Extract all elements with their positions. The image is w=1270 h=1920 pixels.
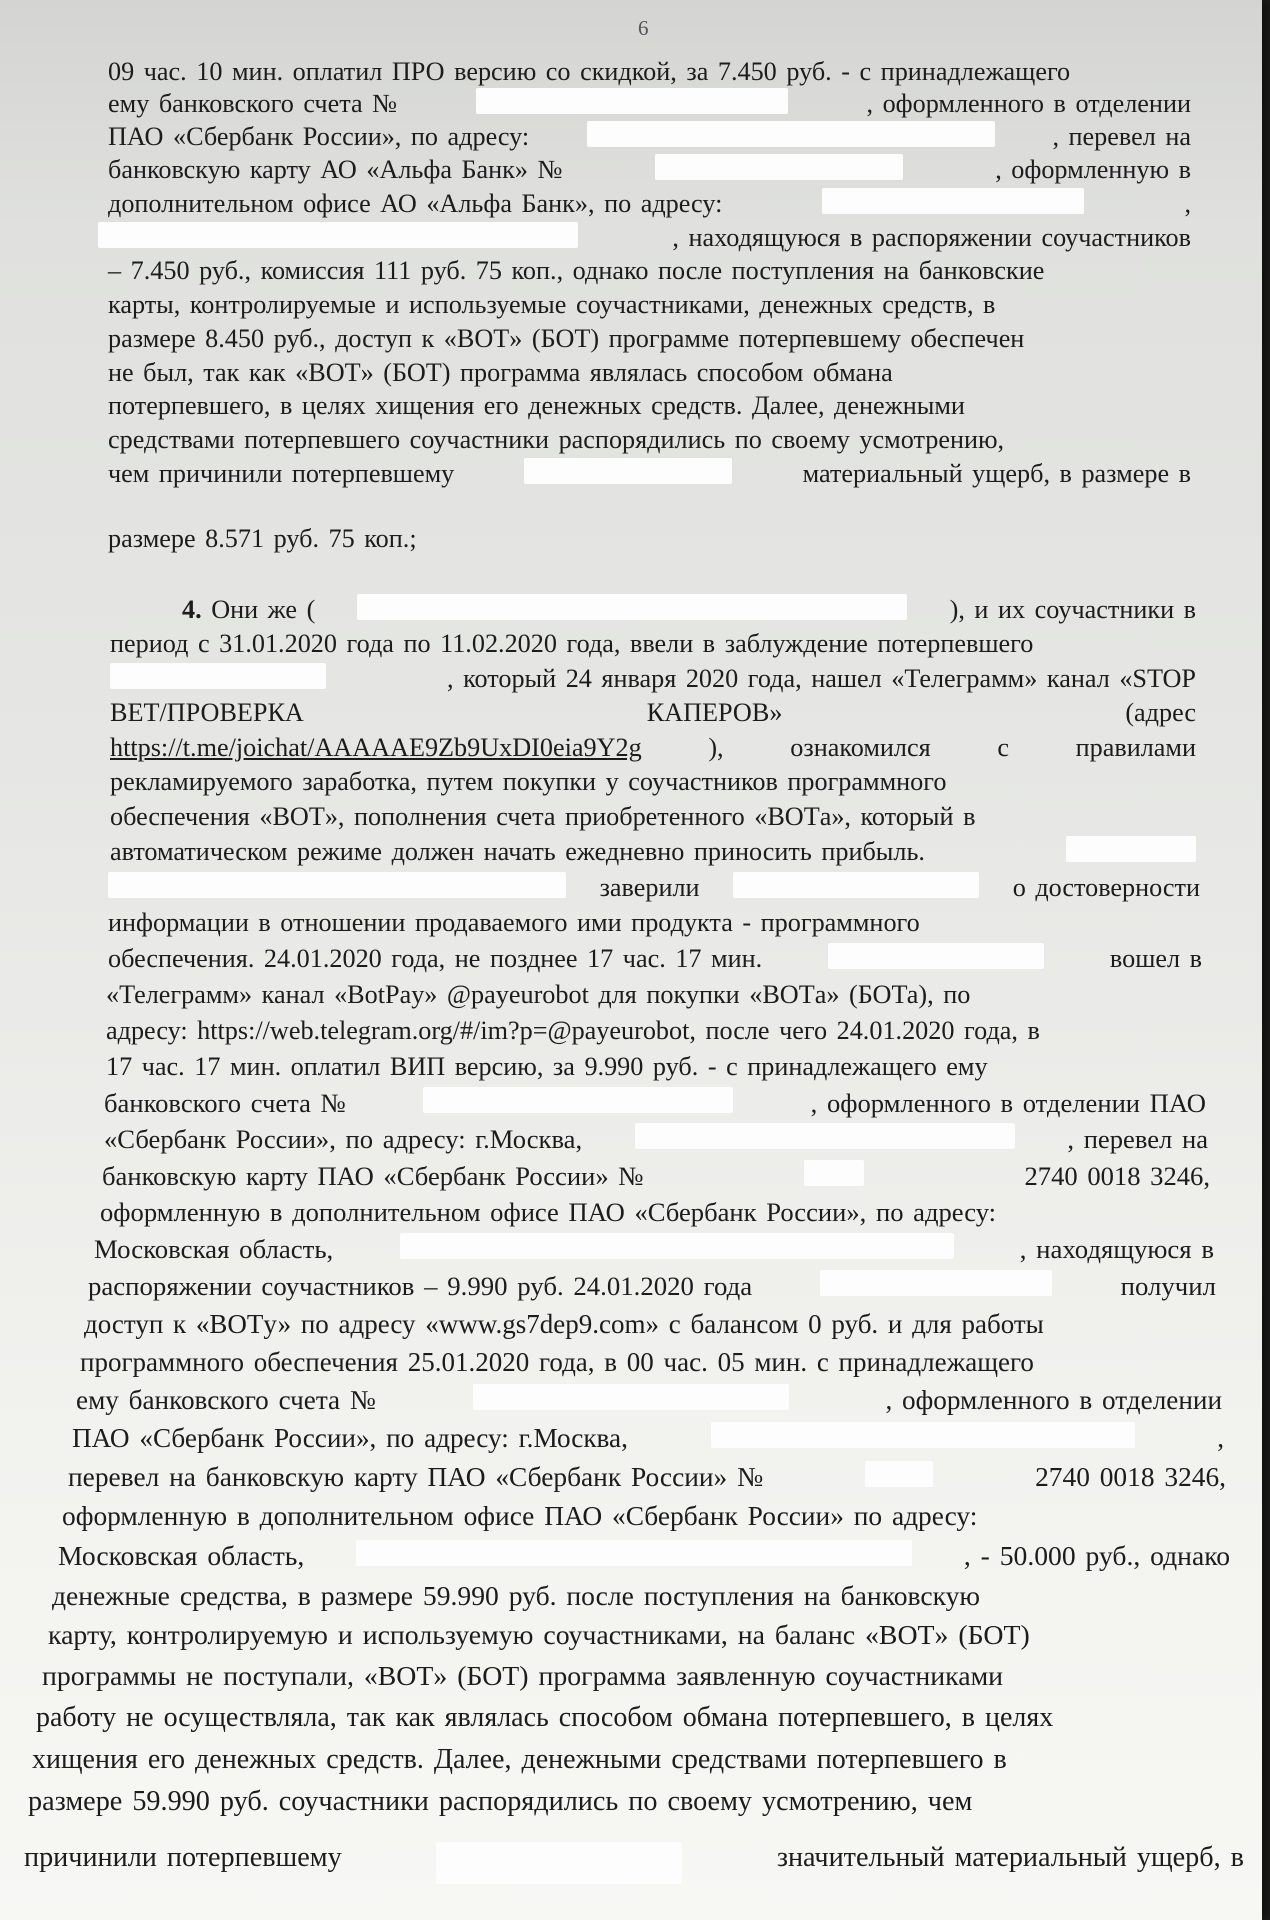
text-line: размере 8.571 руб. 75 коп.; <box>108 524 417 553</box>
redacted-field <box>110 663 326 689</box>
text-line: средствами потерпевшего соучастники распорядились по своему усмотрению, <box>108 425 1005 454</box>
text-line: Московская область, , находящуюся в <box>94 1234 1214 1264</box>
text-line: не был, так как «BOT» (БОТ) программа являлась способом обмана <box>108 358 893 387</box>
text-line: , находящуюся в распоряжении соучастников <box>98 222 1191 254</box>
text-line: программного обеспечения 25.01.2020 года, в 00 час. 05 мин. с принадлежащего <box>80 1347 1034 1377</box>
text-line: банковскую карту ПАО «Сбербанк России» № 2740 0018 3246, <box>102 1161 1210 1191</box>
text-line: ПАО «Сбербанк России», по адресу: г.Москва, , <box>72 1423 1224 1453</box>
redacted-field <box>476 88 788 114</box>
redacted-field <box>1066 836 1196 862</box>
text-line: распоряжении соучастников – 9.990 руб. 24.01.2020 года получил <box>88 1271 1216 1301</box>
text-line: чем причинили потерпевшему материальный ущерб, в размере в <box>108 459 1191 488</box>
text-line: работу не осуществляла, так как являлась способом обмана потерпевшего, в целях <box>36 1702 1054 1733</box>
text-line: , который 24 января 2020 года, нашел «Телеграмм» канал «STOP <box>110 663 1196 695</box>
text-line: обеспечения «BOT», пополнения счета приобретенного «BOTа», который в <box>110 802 976 831</box>
text-line: 17 час. 17 мин. оплатил ВИП версию, за 9.990 руб. - с принадлежащего ему <box>106 1052 988 1081</box>
redacted-field <box>423 1087 733 1113</box>
text-line: «Сбербанк России», по адресу: г.Москва, , перевел на <box>104 1124 1208 1154</box>
redacted-field <box>733 872 979 898</box>
text-line: «Телеграмм» канал «BotPay» @payeurobot для покупки «BOTа» (БОТа), по <box>106 980 971 1009</box>
redacted-field <box>98 222 578 248</box>
paragraph-number: 4. <box>182 595 202 624</box>
telegram-link[interactable]: https://t.me/joichat/AAAAAE9Zb9UxDI0eia9Y2g <box>110 733 642 762</box>
text-line: Московская область, , - 50.000 руб., однако <box>58 1540 1230 1571</box>
redacted-field <box>711 1422 1135 1448</box>
redacted-field <box>820 1270 1052 1296</box>
text-line: дополнительном офисе АО «Альфа Банк», по адресу: , <box>108 189 1191 218</box>
redacted-field <box>655 154 903 180</box>
text-line: период с 31.01.2020 года по 11.02.2020 года, ввели в заблуждение потерпевшего <box>110 629 1034 658</box>
page-number: 6 <box>638 16 649 40</box>
text-line: оформленную в дополнительном офисе ПАО «Сбербанк России», по адресу: <box>100 1197 997 1227</box>
redacted-field <box>357 594 907 620</box>
text-line: рекламируемого заработка, путем покупки у соучастников программного <box>110 767 947 796</box>
redacted-field <box>828 943 1044 969</box>
redacted-field <box>400 1233 954 1259</box>
redacted-field <box>865 1461 933 1487</box>
text-line: денежные средства, в размере 59.990 руб. после поступления на банковскую <box>52 1580 981 1611</box>
redacted-field <box>436 1842 682 1884</box>
text-line: программы не поступали, «BOT» (БОТ) программа заявленную соучастниками <box>42 1661 1004 1692</box>
text-line: ему банковского счета № , оформленного в отделении <box>108 89 1191 118</box>
text-line: карту, контролируемую и используемую соучастниками, на баланс «BOT» (БОТ) <box>48 1620 1030 1651</box>
text-line: 4. Они же ( ), и их соучастники в <box>182 595 1196 624</box>
redacted-field <box>524 458 732 484</box>
text-line: доступ к «BOTу» по адресу «www.gs7dep9.com» с балансом 0 руб. и для работы <box>84 1309 1044 1339</box>
text-line: хищения его денежных средств. Далее, денежными средствами потерпевшего в <box>32 1744 1007 1775</box>
redacted-field <box>587 121 995 147</box>
text-line: размере 8.450 руб., доступ к «BOT» (БОТ) программе потерпевшему обеспечен <box>108 324 1025 353</box>
text-line: – 7.450 руб., комиссия 111 руб. 75 коп., однако после поступления на банковские <box>108 256 1045 285</box>
text-line: банковского счета № , оформленного в отделении ПАО <box>104 1088 1206 1118</box>
text-line: информации в отношении продаваемого ими продукта - программного <box>108 908 920 937</box>
text-line: ПАО «Сбербанк России», по адресу: , перевел на <box>108 122 1191 151</box>
text-line: карты, контролируемые и используемые соучастниками, денежных средств, в <box>108 290 996 319</box>
text-line: автоматическом режиме должен начать ежедневно приносить прибыль. <box>110 836 1196 868</box>
text-line: https://t.me/joichat/AAAAAE9Zb9UxDI0eia9Y2g ), ознакомился с правилами <box>110 733 1196 762</box>
text-line: размере 59.990 руб. соучастники распорядились по своему усмотрению, чем <box>28 1786 973 1817</box>
redacted-field <box>108 872 566 898</box>
redacted-field <box>804 1160 864 1186</box>
text-line: 09 час. 10 мин. оплатил ПРО версию со скидкой, за 7.450 руб. - с принадлежащего <box>108 57 1071 86</box>
text-line: BET/ПРОВЕРКА КАПЕРОВ» (адрес <box>110 698 1196 727</box>
text-line: заверили о достоверности <box>108 872 1200 904</box>
text-line: причинили потерпевшему значительный материальный ущерб, в <box>24 1842 1244 1874</box>
text-line: потерпевшего, в целях хищения его денежных средств. Далее, денежными <box>108 391 965 420</box>
redacted-field <box>822 188 1084 214</box>
text-line: ему банковского счета № , оформленного в отделении <box>76 1385 1222 1415</box>
text-line: оформленную в дополнительном офисе ПАО «Сбербанк России» по адресу: <box>62 1501 978 1531</box>
text-line: обеспечения. 24.01.2020 года, не позднее 17 час. 17 мин. вошел в <box>108 944 1202 973</box>
text-line: банковскую карту АО «Альфа Банк» № , оформленную в <box>108 155 1191 184</box>
redacted-field <box>356 1540 912 1566</box>
redacted-field <box>635 1123 1015 1149</box>
text-line: перевел на банковскую карту ПАО «Сбербанк России» № 2740 0018 3246, <box>68 1462 1226 1492</box>
redacted-field <box>473 1384 789 1410</box>
text-line: адресу: https://web.telegram.org/#/im?p=@payeurobot, после чего 24.01.2020 года, в <box>106 1016 1040 1045</box>
